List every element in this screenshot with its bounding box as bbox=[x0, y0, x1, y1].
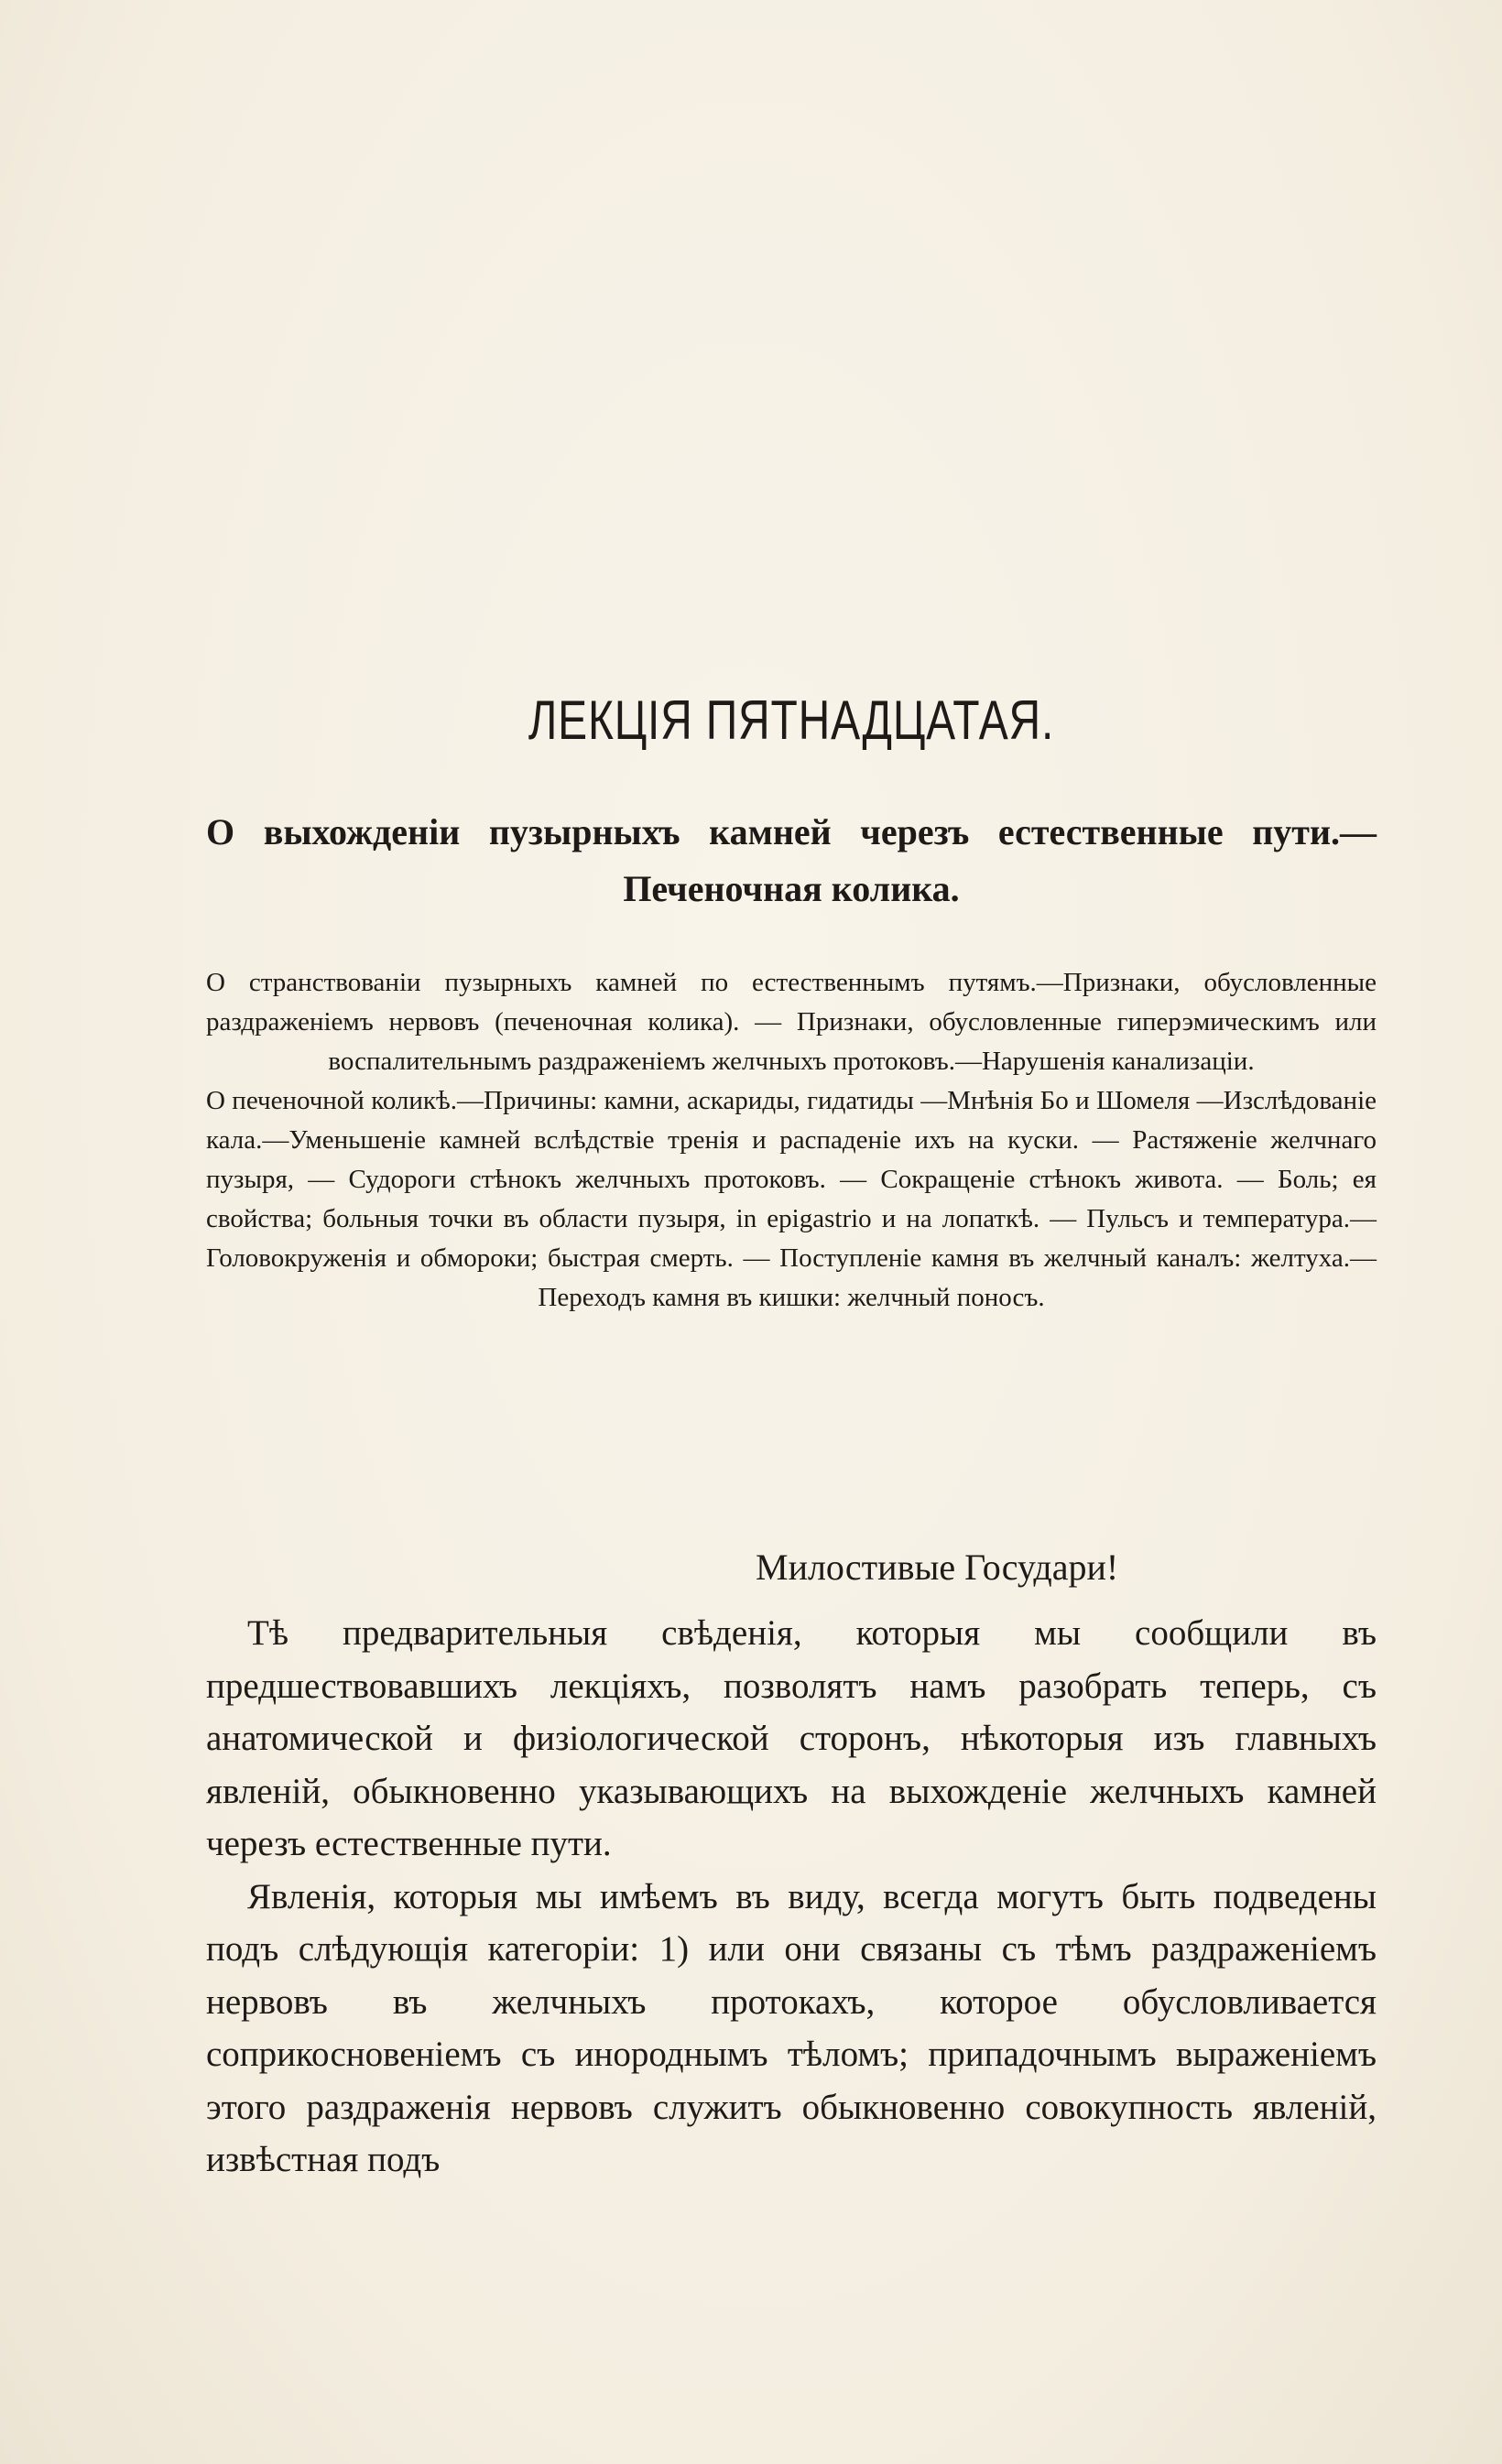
lecture-subtitle: О выхожденіи пузырныхъ камней черезъ естественные пути.—Печеночная колика. bbox=[206, 811, 1377, 909]
summary-paragraph-2: О печеночной коликѣ.—Причины: камни, аскариды, гидатиды —Мнѣнія Бо и Шомеля —Изслѣдованіе кала.—Уменьшеніе камней вслѣдствіе тренія и распаденіе ихъ на куски. — Растяженіе желчнаго пузыря, — Судороги стѣнокъ желчныхъ протоковъ. — Сокращеніе стѣнокъ живота. — Боль; ея свойства; больныя точки въ области пузыря, in epigastrio и на лопаткѣ. — Пульсъ и температура.—Головокруженія и обмороки; быстрая смерть. — Поступленіе камня въ желчный каналъ: желтуха.—Переходъ камня въ кишки: желчный поносъ. bbox=[206, 1086, 1377, 1312]
greeting: Милостивые Государи! bbox=[756, 1547, 1119, 1588]
body-text bbox=[206, 1607, 1377, 2187]
lecture-title: ЛЕКЦІЯ ПЯТНАДЦАТАЯ. bbox=[528, 689, 1055, 751]
body-paragraph-2: Явленія, которыя мы имѣемъ въ виду, всегда могутъ быть подведены подъ слѣдующія категоріи: 1) или они связаны съ тѣмъ раздраженіемъ нервовъ въ желчныхъ протокахъ, которое обусловливается соприкосновеніемъ съ инороднымъ тѣломъ; припадочнымъ выраженіемъ этого раздраженія нервовъ служитъ обыкновенно совокупность явленій, извѣстная подъ bbox=[206, 1876, 1377, 2179]
summary-paragraph-1: О странствованіи пузырныхъ камней по естественнымъ путямъ.—Признаки, обусловленные раздраженіемъ нервовъ (печеночная колика). — Признаки, обусловленные гиперэмическимъ или воспалительнымъ раздраженіемъ желчныхъ протоковъ.—Нарушенія канализаціи. bbox=[206, 968, 1377, 1076]
body-paragraph-1: Тѣ предварительныя свѣденія, которыя мы сообщили въ предшествовавшихъ лекціяхъ, позволятъ намъ разобрать теперь, съ анатомической и физіологической сторонъ, нѣкоторыя изъ главныхъ явленій, обыкновенно указывающихъ на выхожденіе желчныхъ камней черезъ естественные пути. bbox=[206, 1613, 1377, 1863]
lecture-summary bbox=[206, 963, 1377, 1318]
text-column bbox=[206, 0, 1377, 2464]
